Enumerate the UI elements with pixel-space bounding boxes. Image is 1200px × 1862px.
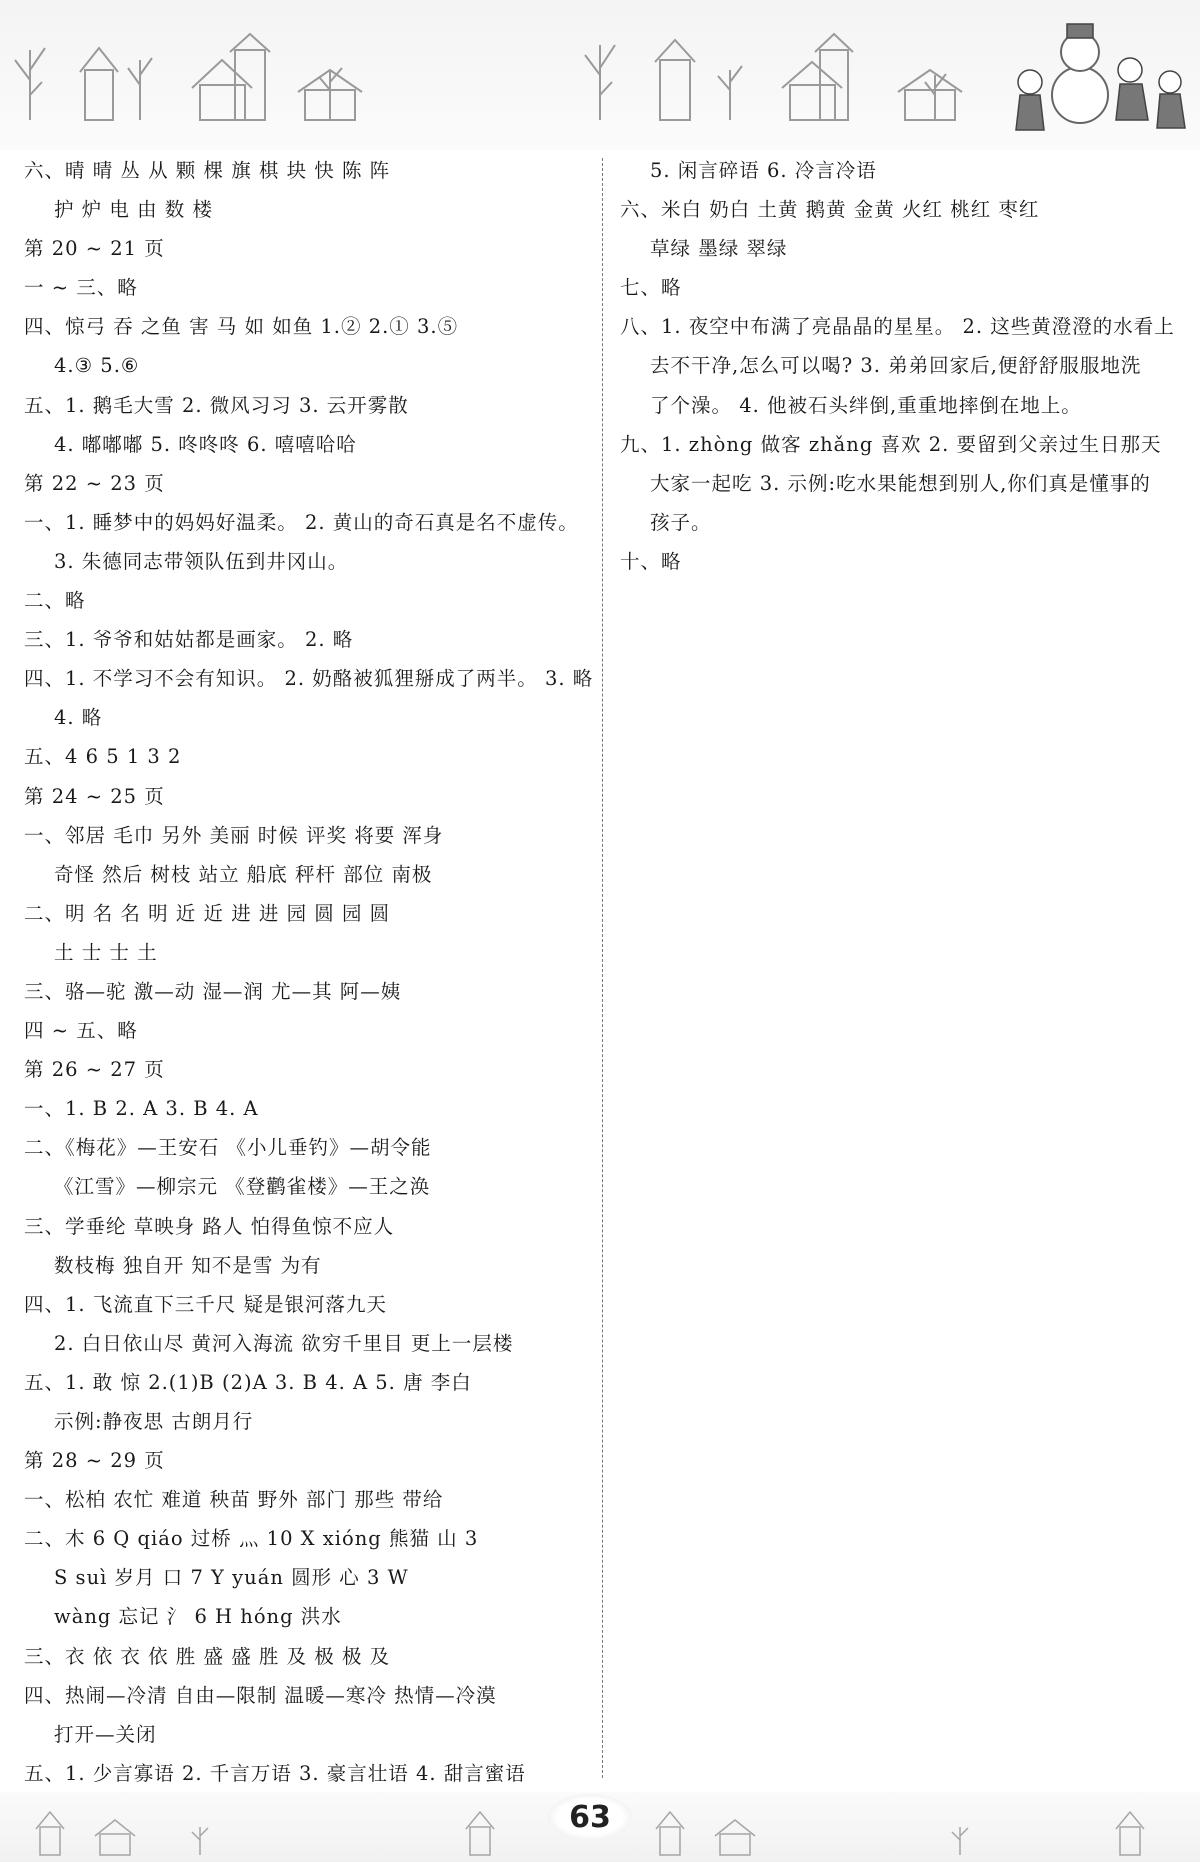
- answer-line: 三、学垂纶 草映身 路人 怕得鱼惊不应人: [24, 1214, 395, 1238]
- answer-line: 示例:静夜思 古朗月行: [54, 1410, 254, 1433]
- answer-line: 第 26 ~ 27 页: [24, 1058, 165, 1082]
- answer-line: 一、松柏 农忙 难道 秧苗 野外 部门 那些 带给: [24, 1488, 444, 1512]
- answer-line: 五、1. 鹅毛大雪 2. 微风习习 3. 云开雾散: [24, 393, 409, 417]
- answer-line: 第 24 ~ 25 页: [24, 784, 165, 808]
- answer-line: 三、1. 爷爷和姑姑都是画家。 2. 略: [24, 628, 354, 652]
- answer-line: 四 ~ 五、略: [24, 1019, 138, 1043]
- answer-line: 五、1. 少言寡语 2. 千言万语 3. 豪言壮语 4. 甜言蜜语: [24, 1761, 526, 1785]
- answer-line: 二、略: [24, 589, 86, 613]
- answer-line: 四、1. 不学习不会有知识。 2. 奶酪被狐狸掰成了两半。 3. 略: [24, 667, 594, 691]
- answer-line: 草绿 墨绿 翠绿: [650, 237, 788, 261]
- answer-line: 五、4 6 5 1 3 2: [24, 745, 182, 769]
- answer-line: 三、骆—驼 激—动 湿—润 尤—其 阿—姨: [24, 979, 402, 1003]
- answer-line: 四、1. 飞流直下三千尺 疑是银河落九天: [24, 1292, 388, 1316]
- column-divider: [602, 158, 603, 1778]
- answer-line: 5. 闲言碎语 6. 冷言冷语: [650, 159, 877, 182]
- answer-line: 一、邻居 毛巾 另外 美丽 时候 评奖 将要 浑身: [24, 823, 444, 847]
- answer-line: 3. 朱德同志带领队伍到井冈山。: [54, 549, 349, 573]
- answer-line: 九、1. zhòng 做客 zhǎng 喜欢 2. 要留到父亲过生日那天: [620, 432, 1162, 456]
- answer-line: 二、《梅花》—王安石 《小儿垂钓》—胡令能: [24, 1136, 432, 1160]
- answer-line: 数枝梅 独自开 知不是雪 为有: [54, 1253, 322, 1277]
- answer-line: 土 士 士 土: [54, 940, 158, 964]
- left-answer-column: [24, 151, 592, 1793]
- answer-line: 二、木 6 Q qiáo 过桥 灬 10 X xióng 熊猫 山 3: [24, 1527, 479, 1551]
- answer-line: S suì 岁月 口 7 Y yuán 圆形 心 3 W: [54, 1566, 409, 1590]
- answer-line: 五、1. 敢 惊 2.(1)B (2)A 3. B 4. A 5. 唐 李白: [24, 1370, 472, 1394]
- answer-line: 4. 略: [54, 706, 103, 730]
- answer-line: 七、略: [620, 276, 682, 300]
- header-decoration: [0, 0, 1200, 150]
- answer-line: 4.③ 5.⑥: [54, 354, 140, 378]
- answer-line: 了个澡。 4. 他被石头绊倒,重重地摔倒在地上。: [650, 393, 1082, 417]
- answer-line: 《江雪》—柳宗元 《登鹳雀楼》—王之涣: [54, 1175, 431, 1199]
- answer-line: 一、1. 睡梦中的妈妈好温柔。 2. 黄山的奇石真是名不虚传。: [24, 510, 579, 534]
- answer-line: 二、明 名 名 明 近 近 进 进 园 圆 园 圆: [24, 901, 391, 925]
- answer-line: 打开—关闭: [54, 1722, 157, 1746]
- answer-line: 三、衣 依 衣 依 胜 盛 盛 胜 及 极 极 及: [24, 1644, 391, 1668]
- answer-line: 4. 嘟嘟嘟 5. 咚咚咚 6. 嘻嘻哈哈: [54, 432, 357, 456]
- answer-line: 2. 白日依山尽 黄河入海流 欲穷千里目 更上一层楼: [54, 1331, 514, 1355]
- right-answer-column: [620, 151, 1180, 581]
- answer-line: 十、略: [620, 549, 682, 573]
- answer-line: wàng 忘记 氵 6 H hóng 洪水: [54, 1605, 342, 1629]
- answer-line: 去不干净,怎么可以喝? 3. 弟弟回家后,便舒舒服服地洗: [650, 354, 1142, 378]
- answer-line: 第 22 ~ 23 页: [24, 471, 165, 495]
- winter-scene-illustration: [0, 0, 1200, 150]
- answer-line: 第 20 ~ 21 页: [24, 237, 165, 261]
- answer-line: 四、惊弓 吞 之鱼 害 马 如 如鱼 1.② 2.① 3.⑤: [24, 315, 459, 339]
- answer-line: 六、晴 晴 丛 从 颗 棵 旗 棋 块 快 陈 阵: [24, 159, 391, 182]
- answer-line: 孩子。: [650, 510, 712, 534]
- answer-line: 一、1. B 2. A 3. B 4. A: [24, 1097, 259, 1121]
- answer-line: 护 炉 电 由 数 楼: [54, 198, 213, 222]
- answer-line: 奇怪 然后 树枝 站立 船底 秤杆 部位 南极: [54, 862, 433, 886]
- answer-line: 大家一起吃 3. 示例:吃水果能想到别人,你们真是懂事的: [650, 471, 1151, 495]
- answer-line: 八、1. 夜空中布满了亮晶晶的星星。 2. 这些黄澄澄的水看上: [620, 315, 1175, 339]
- answer-line: 第 28 ~ 29 页: [24, 1449, 165, 1473]
- answer-line: 四、热闹—冷清 自由—限制 温暖—寒冷 热情—冷漠: [24, 1683, 497, 1707]
- answer-line: 六、米白 奶白 土黄 鹅黄 金黄 火红 桃红 枣红: [620, 198, 1040, 222]
- answer-line: 一 ~ 三、略: [24, 276, 138, 300]
- page-number: 63: [548, 1794, 632, 1840]
